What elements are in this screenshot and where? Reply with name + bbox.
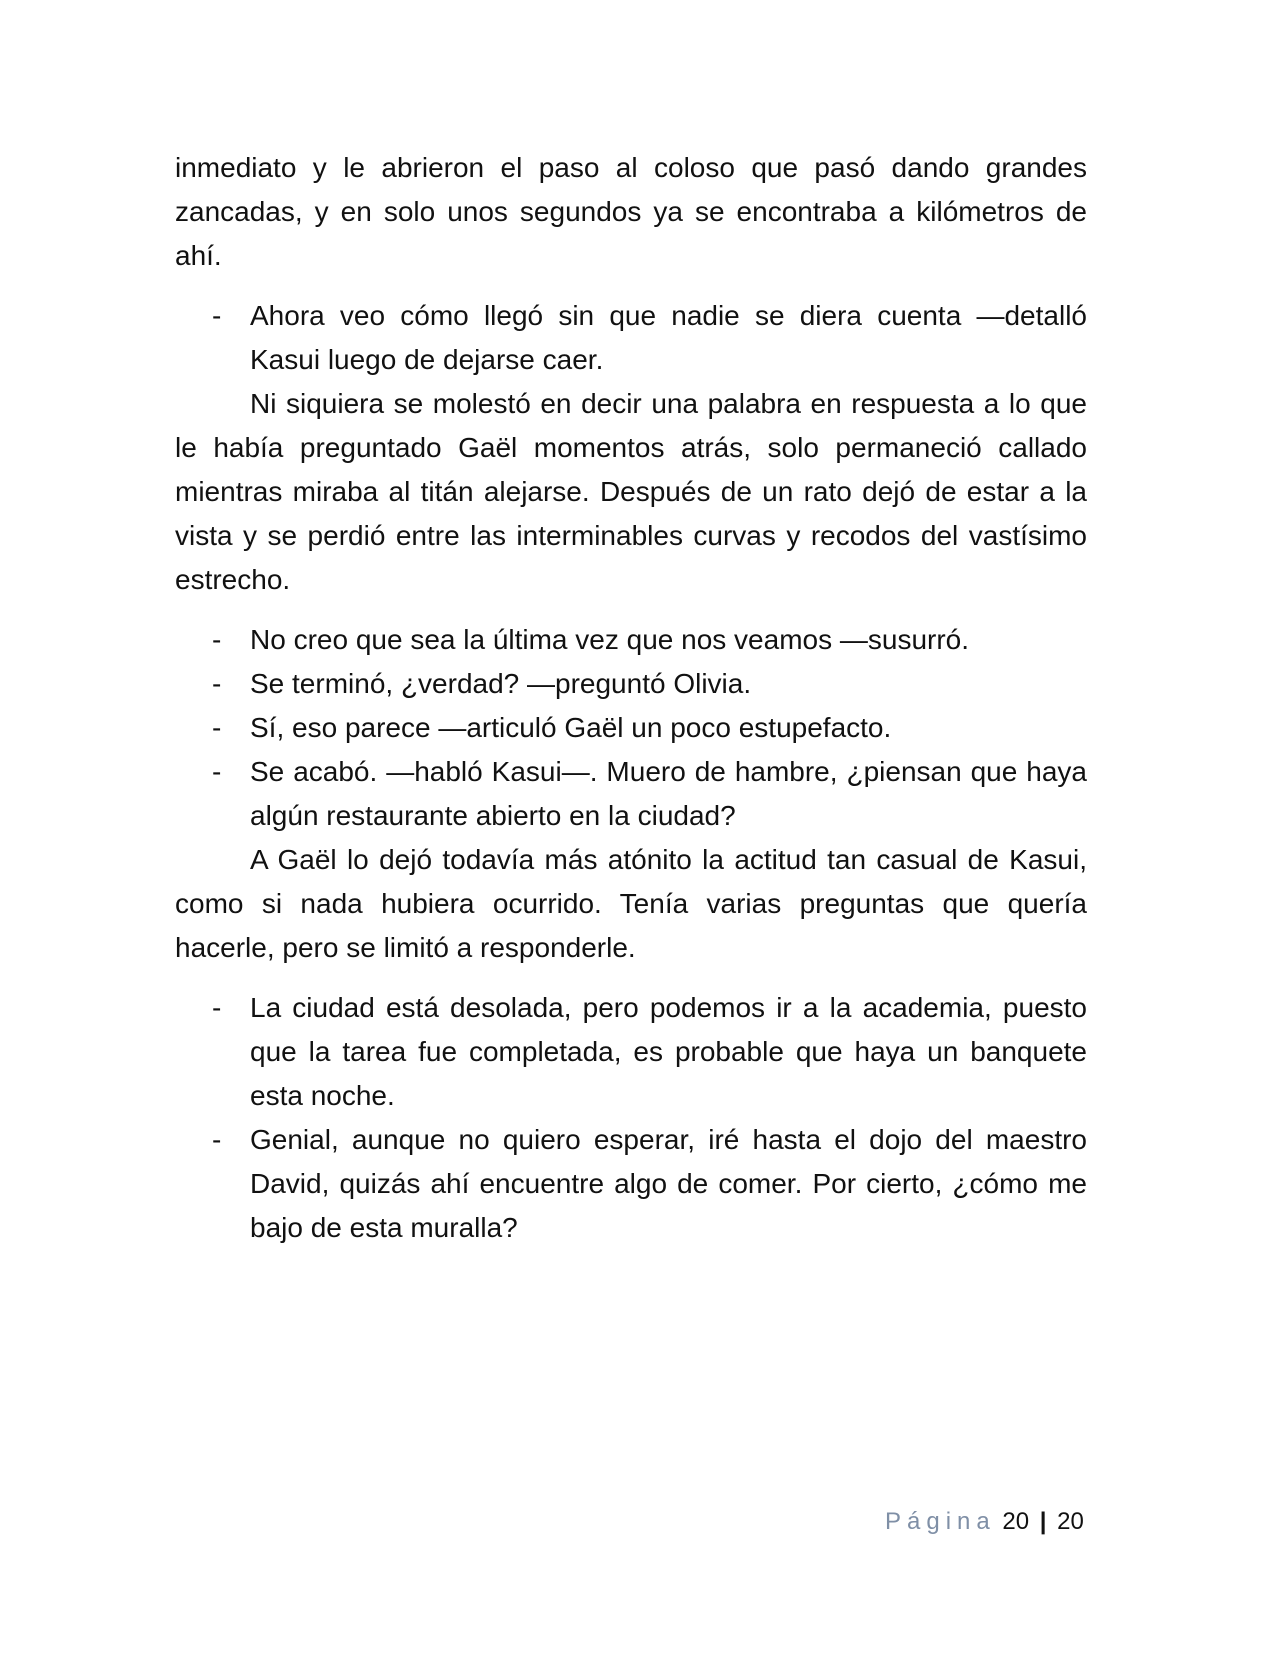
dialogue-line-3 xyxy=(175,662,1087,706)
paragraph-narration-2: Ni siquiera se molestó en decir una palabra en respuesta a lo que le había preguntado Gaël momentos atrás, solo permaneció callado mientras miraba al titán alejarse. Después de un rato dejó de estar a la vista y se perdió entre las interminables curvas y recodos del vastísimo estrecho. xyxy=(175,388,1087,595)
dialogue-line-7 xyxy=(175,1118,1087,1250)
paragraph-narration-3: A Gaël lo dejó todavía más atónito la actitud tan casual de Kasui, como si nada hubiera ocurrido. Tenía varias preguntas que quería hacerle, pero se limitó a responderle. xyxy=(175,844,1087,963)
paragraph-narration-1: inmediato y le abrieron el paso al coloso que pasó dando grandes zancadas, y en solo unos segundos ya se encontraba a kilómetros de ahí. xyxy=(175,152,1087,271)
dialogue-line-5 xyxy=(175,750,1087,838)
dialogue-text: Ahora veo cómo llegó sin que nadie se diera cuenta —detalló Kasui luego de dejarse caer. xyxy=(250,300,1087,375)
dialogue-line-1 xyxy=(175,294,1087,382)
page-separator: | xyxy=(1039,1508,1047,1535)
dialogue-dash: - xyxy=(212,1124,222,1155)
page-label: Página xyxy=(885,1508,996,1535)
dialogue-text: Se terminó, ¿verdad? —preguntó Olivia. xyxy=(250,668,752,699)
page-footer xyxy=(885,1507,1084,1537)
dialogue-line-2 xyxy=(175,618,1087,662)
dialogue-line-6 xyxy=(175,986,1087,1118)
page-number-current: 20 xyxy=(1002,1508,1030,1535)
dialogue-text: La ciudad está desolada, pero podemos ir a la academia, puesto que la tarea fue completada, es probable que haya un banquete esta noche. xyxy=(250,992,1087,1111)
dialogue-line-4 xyxy=(175,706,1087,750)
dialogue-text: Se acabó. —habló Kasui—. Muero de hambre, ¿piensan que haya algún restaurante abierto en la ciudad? xyxy=(250,756,1087,831)
dialogue-text: Sí, eso parece —articuló Gaël un poco estupefacto. xyxy=(250,712,892,743)
dialogue-dash: - xyxy=(212,756,222,787)
page-number-total: 20 xyxy=(1057,1508,1084,1535)
body-text xyxy=(175,146,1087,1250)
dialogue-text: Genial, aunque no quiero esperar, iré hasta el dojo del maestro David, quizás ahí encuentre algo de comer. Por cierto, ¿cómo me bajo de esta muralla? xyxy=(250,1124,1087,1243)
dialogue-dash: - xyxy=(212,624,222,655)
dialogue-dash: - xyxy=(212,668,222,699)
dialogue-dash: - xyxy=(212,712,222,743)
dialogue-text: No creo que sea la última vez que nos veamos —susurró. xyxy=(250,624,970,655)
dialogue-dash: - xyxy=(212,992,222,1023)
dialogue-dash: - xyxy=(212,300,222,331)
